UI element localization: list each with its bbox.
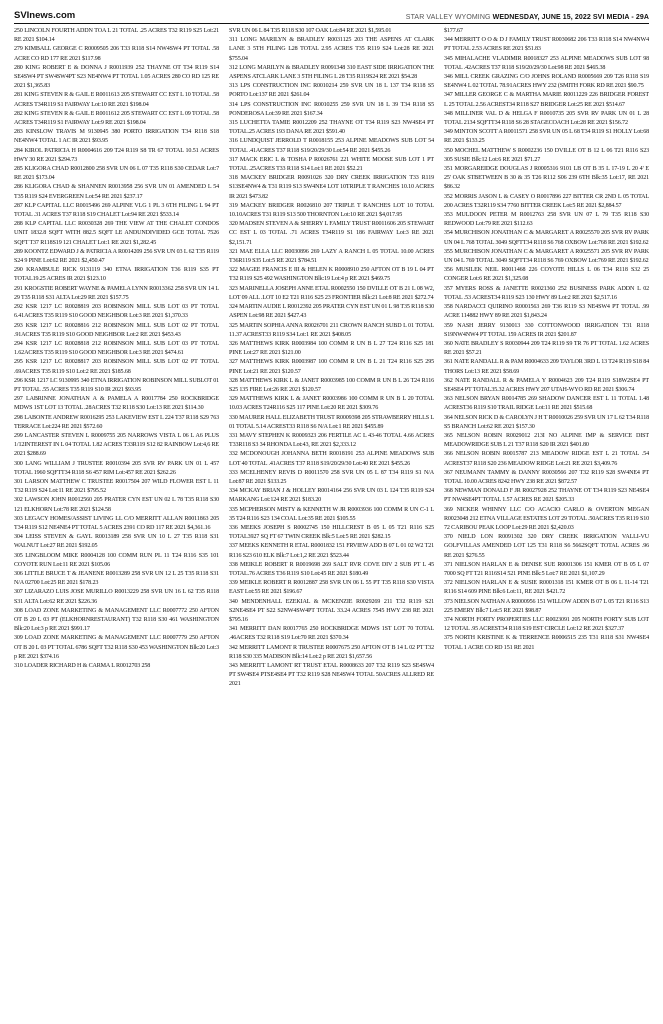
tax-listing-entry: 306 LITTLE BRUCE T & JEANENE R0013289 258 SVR UN 12 L 25 T35 R118 S31 N/A 02700 Lot:25 RE 2021 $178.23 (14, 570, 219, 587)
tax-listing-entry: 312 LONG MARILYN & BRADLEY R0091348 310 EAST SIDE IRRIGATION THE ASPENS ATCLARK LANE 3 5TH FILING L 28 T35 R119S24 RE 2021 $54.28 (229, 64, 434, 81)
tax-listing-entry: 368 NEWMAN DONALD F JR R0027928 252 THAYNE OT T34 R119 S23 NE4SE4 PT NW4SE4PT TOTAL 1.57 ACRES RE 2021 $205.33 (444, 488, 649, 504)
tax-listing-entry: 286 KLIGORA CHAD & SHANNEN R0013958 256 SVR UN 01 AMENDED L 54 T35 R119 S24 EVERGREEN Lot:54 RE 2021 $237.17 (14, 184, 219, 200)
tax-listing-entry: 298 LABONTE ANDREW R0016295 253 LAKEVIEW EST L 224 T37 R118 S29 763 TERRACE Lot:224 RE 2021 $572.60 (14, 414, 219, 430)
tax-listing-entry: 353 MULDOON PETER M R0012763 258 SVR UN 07 L 79 T35 R118 S30 REDWOOD Lot:79 RE 2021 $112.63 (444, 212, 649, 228)
tax-listing-entry: 307 LIZARAZO LUIS JOSE MURILLO R0013229 258 SVR UN 16 L 62 T35 R118 S31 ALTA Lot:62 RE 2021 $226.36 (14, 589, 219, 605)
tax-listing-entry: 351 MORGAREIDGE DOUGLAS J R0005316 9101 LB OT B 35 L 17-19 L 20 4' E 25' OAK STBETWEEN B 30 & 35 T26 R112 S06 239 6TH Blk:35 Lot:17, RE 2021 $86.32 (444, 166, 649, 191)
tax-listing-entry: 325 MARTIN SOPHIA ANNA R0026701 211 CROWN RANCH SUBD L 01 TOTAL 11.37 ACREST33 R119 S34 Lot:1 RE 2021 $408.05 (229, 322, 434, 338)
tax-listing-entry: 301 LARSON MATTHEW C TRUSTEE R0017504 207 WILD FLOWER EST L 11 T32 R119 S24 Lot:11 RE 2021 $795.52 (14, 478, 219, 495)
tax-listing-entry: 338 MEIKLE ROBERT R R0019698 269 SALT RVR COVE DIV 2 SUB PT L 45 TOTAL.76 ACRES T36 R119 S10 Lot:45 RE 2021 $180.49 (229, 561, 434, 577)
tax-listing-entry: 358 NARDACCI QUIRINO R0001563 269 T36 R119 S3 NE4SW4 PT TOTAL .99 ACRE 114882 HWY 89 RE 2021 $1,843.24 (444, 304, 649, 320)
tax-listing-entry: 336 MEEKS JOSEPH S R0002745 150 HILLCREST B 05 L 05 T21 R116 S25 TOTAL3927 SQ FT 67 TWIN CREEK Blk:5 Lot:5 RE 2021 $282.15 (229, 524, 434, 541)
column-2 (229, 27, 434, 1018)
tax-listing-entry: 367 NEUMANN TAMMY & DANNY R0030566 207 T32 R119 S28 SW4NE4 PT TOTAL 10.00 ACRES 8242 HWY 238 RE 2021 $872.57 (444, 469, 649, 485)
tax-listing-entry: 357 MYERS ROSS & JANETTE R0021360 252 BUSINESS PARK ADDN L 02 TOTAL .53 ACREST34 R119 S23 130 HWY 89 Lot:2 RE 2021 $2,517.16 (444, 285, 649, 301)
tax-listing-entry: 356 MUSILEK NEIL R0011468 226 COYOTE HILLS L 06 T34 R118 S32 25 CONGER Lot:6 RE 2021 $1,325.08 (444, 267, 649, 283)
tax-listing-entry: 328 MATTHEWS KIRK L & JANET R0003985 100 COMM R UN B L 26 T24 R116 S25 135 FIRE Lot:26 RE 2021 $120.57 (229, 377, 434, 393)
tax-listing-entry: 280 KING ROBERT E & DONNA J R0011939 252 THAYNE OT T34 R119 S14 SE4SW4 PT SW4SW4PT S23 NE4NW4 PT TOTAL 1.05 ACRES 280 CO RD 125 RE 2021 $1,365.83 (14, 64, 219, 90)
tax-listing-entry: 365 NELSON ROBIN R0029012 213I NO ALPINE IMP & SERVICE DIST MEADOWRIDGE SUB L 21 T37 R118 S20 IR 2021 $401.80 (444, 432, 649, 449)
tax-listing-entry: 332 MCDONOUGH JOHANNA BETH R0018191 253 ALPINE MEADOWS SUB LOT 40 TOTAL .41ACRES T37 R118 S19/20/29/30 Lot:40 RE 2021 $455.26 (229, 451, 434, 467)
tax-listing-entry: 250 LINCOLN FOURTH ADDN TOA L 21 TOTAL .25 ACRES T32 R119 S25 Lot:21 RE 2021 $104.14 (14, 28, 219, 44)
tax-listing-entry: 333 MCELHENEY REVIS D R0011570 258 SVR UN 05 L 87 T34 R119 S1 N/A Lot:87 RE 2021 $133.25 (229, 469, 434, 485)
tax-listing-entry: 327 MATTHEWS KIRK R0003987 100 COMM R UN B L 21 T24 R116 S25 295 PINE Lot:21 RE 2021 $120.57 (229, 359, 434, 375)
tax-listing-entry: 304 LEISS STEVEN & GAYL R0013189 258 SVR UN 10 L 27 T35 R118 S31 WALNUT Lot:27 RE 2021 $192.05 (14, 534, 219, 550)
tax-listing-entry: 364 NELSON RICK D & CAROLYN J H T R0010026 259 SVR UN 17 L 62 T34 R118 S5 BRANCH Lot:62 RE 2021 $157.30 (444, 414, 649, 430)
tax-listing-entry: 335 MCPHERSON MISTY & KENNETH W JR R0003936 100 COMM R UN C-1 L 35 T24 R116 S23 134 COAL Lot:35 RE 2021 $105.55 (229, 506, 434, 522)
tax-listing-entry: 321 MAE ELLA LLC R0030896 269 LAZY A RANCH L 05 TOTAL 10.00 ACRES T36R119 S35 Lot:5 RE 2021 $784.51 (229, 248, 434, 265)
tax-listing-entry: 314 LPS CONSTRUCTION INC R0010255 259 SVR UN 18 L 39 T34 R118 S5 PONDEROSA Lot:39 RE 2021 $167.34 (229, 101, 434, 117)
tax-listing-entry: 359 NASH JERRY 9130013 330 COTTONWOOD IRRIGATION T31 R118 S19NW4NW4 PT TOTAL 159 ACRES IR 2021 $201.87 (444, 322, 649, 338)
tax-listing-entry: 362 NATE RANDALL R & PAMELA Y R0004623 209 T24 R119 S18W2SE4 PT SE4SE4 PT TOTAL35.32 ACRES HWY 207 UTAH-WYO RD RE 2021 $306.74 (444, 377, 649, 393)
tax-listing-entry: 355 MURCHISON JONATHAN C & MARGARET A R0025571 205 SVR RV PARK UN 04 L 769 TOTAL 3049 SQFTT34 R118 S6 769 OXBOW Lot:769 RE 2021 $192.62 (444, 248, 649, 265)
tax-listing-entry: 371 NIELSON HARLAN E & DENISE SUE R0001306 151 KMER OT B 05 L 07 7000 SQ FT T21 R116S14 521 PINE Blk:5 Lot:7 RE 2021 $1,107.29 (444, 561, 649, 577)
tax-listing-entry: 363 NELSON BRYAN R0014785 269 SHADOW DANCER EST L 11 TOTAL 1.48 ACREST36 R119 S10 TRAIL RIDGE Lot:11 RE 2021 $515.68 (444, 396, 649, 412)
tax-listing-entry: 352 MORRIS JASON L & CASEY O R0017896 227 BITTER CR 2ND L 05 TOTAL 200 ACRES T32R119 S34 7760 BITTER CREEK Lot:5 RE 2021 $2,884.57 (444, 193, 649, 209)
tax-listing-entry: 326 MATTHEWS KIRK R0003984 100 COMM R UN B L 27 T24 R116 S25 181 PINE Lot:27 RE 2021 $121.00 (229, 340, 434, 357)
tax-listing-entry: 343 MERRITT LAMONT RT TRUST ETAL R0008633 207 T32 R119 S23 SE4SW4 PT SW4SE4 PTSE4SE4 PT T32 R119 S28 NE4SW4 TOTAL 50ACRES ALLRED RE 2021 (229, 663, 434, 688)
tax-listing-entry: 331 MAVY STEPHEN K R0009323 206 FERTILE AC L 43-46 TOTAL 4.66 ACRES T33R118 S3 34 RHONDA Lot:43, RE 2021 $2,333.12 (229, 432, 434, 449)
tax-listing-entry: 287 KLP CAPITAL LLC R0015496 269 ALPINE VLG 1 PL 3 6TH FILING L 94 PT TOTAL .31 ACRES T37 R118 S19 CHALET Lot:94 RE 2021 $533.14 (14, 202, 219, 219)
tax-listing-entry: 330 MAURER HALL ELIZABETH TRUST R0009398 205 STRAWBERRY HILLS L 01 TOTAL 5.14 ACREST33 R118 S6 N/A Lot:1 RE 2021 $455.89 (229, 414, 434, 430)
tax-listing-entry: 347 MILLER GEORGE C & MARTHA MARIE R0011229 226 BRIDGER FOREST L 25 TOTAL 2.56 ACREST34 R118 S27 BRIDGER Lot:25 RE 2021 $514.67 (444, 92, 649, 108)
legal-notice-columns (14, 27, 649, 1018)
tax-listing-entry: 360 NATE BRADLEY S R0030944 209 T24 R119 S9 TR 76 PT TOTAL 1.62 ACRES RE 2021 $57.21 (444, 340, 649, 357)
tax-listing-entry: 315 LUCHETTA TAMIE R0012209 252 THAYNE OT T34 R119 S23 NW4SE4 PT TOTAL.25 ACRES 193 DANA RE 2021 $591.40 (229, 120, 434, 136)
tax-listing-entry: 349 MINTON SCOTT A R0011571 258 SVR UN 05 L 68 T34 R119 S1 HOLLY Lot:68 RE 2021 $133.25 (444, 129, 649, 145)
tax-listing-entry: 366 NELSON ROBIN R0015787 213 MEADOW RIDGE EST L 21 TOTAL .54 ACREST37 R118 S20 236 MEADOW RIDGE Lot:21 RE 2021 $3,409.76 (444, 451, 649, 467)
tax-listing-entry: 318 MACKEY BRIDGER R0091026 320 DRY CREEK IRRIGATION T33 R119 S13SE4NW4 & T31 R119 S13 SW4NE4 LOT 10TRIPLE T RANCHES 10.10 ACRES IR 2021 $473.82 (229, 175, 434, 200)
tax-listing-entry: 346 MILL CREEK GRAZING C/O JOHNS ROLAND R0005669 209 T26 R118 S19 SE4NW4 L 02 TOTAL 78.91ACRES HWY 232 (SMITH FORK RD RE 2021 $90.75 (444, 74, 649, 90)
tax-listing-entry: 281 KING STEVEN R & GAIL E R0011613 205 STEWART CC EST L 10 TOTAL .58 ACRES T34R119 S1 FAIRWAY Lot:10 RE 2021 $198.04 (14, 92, 219, 108)
tax-listing-entry: 308 LOAD ZONE MARKETING & MANAGEMENT LLC R0007772 250 AFTON OT B 20 L 03 PT (ELKHORNRESTAURANT) T32 R118 S30 461 WASHINGTON Blk:20 Lot:3 p RE 2021 $991.17 (14, 607, 219, 633)
site-name[interactable]: SVInews.com (14, 10, 76, 21)
tax-listing-entry: 279 KIMBALL GEORGE C R0009505 206 T33 R118 S14 NW4SW4 PT TOTAL .58 ACRE CO RD 177 RE 2021 $117.98 (14, 46, 219, 62)
tax-listing-entry: 361 NATE RANDALL R & PAM R0004633 209 TAYLOR 3RD L 13 T24 R119 S18 84 THORS Lot:13 RE 2021 $58.69 (444, 359, 649, 375)
tax-listing-entry: 303 LEGACY HOMES/ASSIST LIVING LL C/O MERRITT ALLAN R0011863 205 T34 R119 S12 NE4NE4 PT TOTAL 5 ACRES 2391 CO RD 117 RE 2021 $4,361.16 (14, 515, 219, 531)
tax-listing-entry: 350 MOCHEL MATTHEW S R0002236 150 DVILLE OT B 12 L 06 T21 R116 S23 305 SUSIE Blk:12 Lot:6 RE 2021 $71.27 (444, 147, 649, 163)
tax-listing-entry: 341 MERRITT DAN R0017765 250 ROCKBRIDGE MDWS 1ST LOT 70 TOTAL .46ACRES T32 R118 S19 Lot:70 RE 2021 $370.34 (229, 626, 434, 642)
tax-listing-entry: 329 MATTHEWS KIRK L & JANET R0003986 100 COMM R UN B L 20 TOTAL 10.03 ACRES T24R116 S25 117 PINE Lot:20 RE 2021 $309.76 (229, 396, 434, 412)
tax-listing-entry: 302 LAWSON JOHN R0012560 205 PRATER CYN EST UN 02 L 78 T35 R118 S30 121 ELKHORN Lot:78 RE 2021 $124.58 (14, 497, 219, 513)
paper-name: STAR VALLEY WYOMING (405, 14, 491, 21)
tax-listing-entry: 309 LOAD ZONE MARKETING & MANAGEMENT LLC R0007779 250 AFTON OT B 20 L 03 PT TOTAL 6786 SQFT T32 R118 S30 453 WASHINGTON Blk:20 Lot:3 p RE 2021 $374.16 (14, 635, 219, 660)
tax-listing-entry: 345 MIHALACHE VLADIMIR R0018327 253 ALPINE MEADOWS SUB LOT 98 TOTAL .42ACRES T37 R118 S19/20/29/30 Lot:98 RE 2021 $465.38 (444, 55, 649, 71)
tax-listing-entry: 320 MADSEN STEVEN A & SHERRY L FAMILY TRUST R0011606 205 STEWART CC EST L 03 TOTAL .71 ACRES T34R119 S1 186 FAIRWAY Lot:3 RE 2021 $2,151.71 (229, 221, 434, 246)
tax-listing-entry: 297 LABRINNE JONATHAN A & PAMELA A R0017784 250 ROCKBRIDGE MDWS 1ST LOT 13 TOTAL .28ACRES T32 R118 S30 Lot:13 RE 2021 $114.30 (14, 396, 219, 412)
tax-listing-entry: 282 KING STEVEN R & GAIL E R0011612 205 STEWART CC EST L 09 TOTAL .58 ACRES T34R119 S1 FAIRWAY Lot:9 RE 2021 $198.04 (14, 110, 219, 127)
tax-listing-entry: 375 NORTH KRISTINE K & TERRENCE R0006515 235 T31 R118 S31 NW4SE4 TOTAL 1 ACRE CO RD 151 RE 2021 (444, 635, 649, 651)
tax-listing-entry: 291 KROGSTIE ROBERT WAYNE & PAMELA LYNN R0013362 258 SVR UN 14 L 29 T35 R118 S31 ALTA Lot:29 RE 2021 $157.75 (14, 285, 219, 301)
tax-listing-entry: 370 NIELD LON R0091302 320 DRY CREEK IRRIGATION VALLI-VU GOLFVILLAS AMENDED LOT 125 T31 R118 S6 5662SQFT TOTAL ACRES .96 RE 2021 $276.55 (444, 534, 649, 559)
tax-listing-entry: 292 KSR 1217 LC R0028819 203 ROBINSON MILL SUB LOT 03 PT TOTAL 6.41ACRES T35 R119 S10 GOOD NEIGHBOR Lot:3 RE 2021 $1,370.33 (14, 304, 219, 320)
tax-listing-entry: 337 MEEKS KENNETH R ETAL R0001832 151 FRVIEW ADD B 07 L 01 02 W2 T21 R116 S23 610 ELK Blk:7 Lot:1,2 RE 2021 $523.44 (229, 543, 434, 559)
tax-listing-entry: 322 MAGEE FRANCIS E III & HELEN K R0008910 250 AFTON OT B 19 L 04 PT T32 R119 S25 492 WASHINGTON Blk:19 Lot:4 p RE 2021 $469.75 (229, 267, 434, 283)
tax-listing-entry: 299 LANCASTER STEVEN L R0009755 205 NARROWS VISTA L 06 L A6 PLUS 1/12INTEREST IN L 04 TOTAL 1.82 ACRES T33R119 S12 82 RAINBOW Lot:4,6 RE 2021 $288.69 (14, 432, 219, 458)
tax-listing-entry: 348 MILLINER VAL D & HELGA F R0010735 205 SVR RV PARK UN 01 L 28 TOTAL 2134 SQFTT34 R118 S6 28 STAGECOACH Lot:28 RE 2021 $156.72 (444, 110, 649, 127)
masthead (406, 14, 649, 21)
tax-listing-entry: 284 KIROL PATRICIA H R0004616 209 T24 R119 S8 TR 67 TOTAL 10.51 ACRES HWY 30 RE 2021 $294.73 (14, 147, 219, 163)
tax-listing-entry: 373 NIELSON NATHAN A R0000956 151 WILLOW ADDN B 07 L 05 T21 R116 S13 225 EMERY Blk:7 Lot:5 RE 2021 $98.87 (444, 598, 649, 614)
tax-listing-entry: 294 KSR 1217 LC R0028818 212 ROBINSON MILL SUB LOT 03 PT TOTAL 1.62ACRES T35 R119 S10 GOOD NEIGHBOR Lot:3 RE 2021 $474.61 (14, 340, 219, 357)
tax-listing-entry: 344 MERRITT O O & D J FAMILY TRUST R0030682 206 T33 R118 S14 NW4NW4 PT TOTAL 2.53 ACRES RE 2021 $51.83 (444, 37, 649, 53)
tax-listing-entry: 311 LONG MARILYN & BRADLEY R0031125 203 THE ASPENS AT CLARK LANE 3 5TH FILING L28 TOTAL 2.95 ACRES T35 R119 S24 Lot:28 RE 2021 $755.04 (229, 37, 434, 62)
tax-listing-entry: 319 MACKEY BRIDGER R0026810 207 TRIPLE T RANCHES LOT 10 TOTAL 10.10ACRES T31 R119 S13 500 THORNTON Lot:10 RE 2021 $4,017.95 (229, 202, 434, 219)
tax-listing-entry: 323 MARINELLA JOSEPH ANNE ETAL R0002550 150 DVILLE OT B 21 L 08 W2, LOT 09 ALL .LOT 10 E2 T21 R116 S25 23 FRONTIER Blk:21 Lot:8 RE 2021 $272.74 (229, 285, 434, 301)
tax-listing-entry: 300 LANG WILLIAM J TRUSTEE R0010394 205 SVR RV PARK UN 01 L 457 TOTAL 1960 SQFTT34 R118 S6 457 RIM Lot:457 RE 2021 $262.26 (14, 460, 219, 476)
tax-listing-entry: 324 MARTIN AUDIE L R0012392 205 PRATER CYN EST UN 01 L 98 T35 R118 S30 ASPEN Lot:98 RE 2021 $427.43 (229, 304, 434, 320)
tax-listing-entry: 313 LPS CONSTRUCTION INC R0010214 259 SVR UN 18 L 137 T34 R118 S5 PORTO Lot:137 RE 2021 $261.04 (229, 83, 434, 99)
tax-listing-entry: $177.67 (444, 28, 463, 34)
tax-listing-entry: 293 KSR 1217 LC R0028816 212 ROBINSON MILL SUB LOT 02 PT TOTAL .91ACRES T35 R119 S10 GOOD NEIGHBOR Lot:2 RE 2021 $453.43 (14, 322, 219, 338)
tax-listing-entry: 285 KLIGORA CHAD R0012800 258 SVR UN 06 L 07 T35 R118 S30 CEDAR Lot:7 RE 2021 $173.04 (14, 166, 219, 182)
tax-listing-entry: 339 MEIKLE ROBERT R R0012887 258 SVR UN 06 L 55 PT T35 R118 S30 VISTA EAST Lot:55 RE 2021 $196.67 (229, 580, 434, 596)
column-3 (444, 27, 649, 1018)
tax-listing-entry: 369 NICKER WHINNY LLC C/O ACACIO CARLO & OVERTON MEGAN R0023048 212 ETNA VILLAGE ESTATES LOT 29 TOTAL .50ACRES T35 R119 S10 72 CARIBOU PEAK LOOP Lot:29 RE 2021 $2,420.03 (444, 506, 649, 531)
tax-listing-entry: 295 KSR 1217 LC R0028817 203 ROBINSON MILL SUB LOT 02 PT TOTAL .69ACRES T35 R119 S10 Lot:2 RE 2021 $185.68 (14, 359, 219, 375)
page-number: SVI MEDIA - 29A (592, 14, 649, 21)
tax-listing-entry: 289 KOONTZ EDWARD J & PATRICIA A R0014209 256 SVR UN 03 L 62 T35 R119 S24 9 PINE Lot:62 RE 2021 $2,450.47 (14, 248, 219, 265)
tax-listing-entry: 305 LINGBLOOM MIKE R0004128 100 COMM RUN PL 11 T24 R116 S35 101 COYOTE RUN Lot:11 RE 2021 $105.06 (14, 552, 219, 568)
issue-date: WEDNESDAY, JUNE 15, 2022 (492, 14, 591, 21)
tax-listing-entry: 288 KLP CAPITAL LLC R0030328 269 THE VIEW AT THE CHALET CONDOS UNIT 1832.8 SQFT WITH 882.5 SQFT LE ANDUNDIVIDED GCE TOTAL 7526 SQFT T37 R118S19 121 CHALET Lot:1 RE 2021 $1,282.45 (14, 221, 219, 246)
tax-listing-entry: 283 KINSLOW TRAVIS M 9130945 380 PORTO IRRIGATION T34 R118 S18 NE4NW4 TOTAL 1 AC IR 2021 $93.95 (14, 129, 219, 145)
tax-listing-entry: 340 MENDENHALL EZEKIAL & MCKENZIE R0029269 211 T32 R119 S21 S2NE4SE4 PT S22 S2NW4SW4PT TOTAL 33.24 ACRES 7545 HWY 238 RE 2021 $795.16 (229, 598, 434, 623)
column-1 (14, 27, 219, 1018)
tax-listing-entry: 374 NORTH FORTY PROPERTIES LLC R0023091 205 NORTH FORTY SUB LOT 12 TOTAL .95 ACREST34 R118 S19 EST CIRCLE Lot:12 RE 2021 $327.37 (444, 617, 649, 633)
tax-listing-entry: 316 LUNDQUIST JERROLD T R0018155 253 ALPINE MEADOWS SUB LOT 54 TOTAL .41ACRES T37 R118 S19/20/29/30 Lot:54 RE 2021 $455.26 (229, 138, 434, 154)
tax-listing-entry: 372 NIELSON HARLAN E & SUSIE R0001318 151 KMER OT B 06 L 11-14 T21 R116 S14 609 PINE Blk:6 Lot:11, RE 2021 $421.72 (444, 580, 649, 596)
tax-listing-entry: 342 MERRITT LAMONT R TRUSTEE R0007675 250 AFTON OT B 14 L 02 PT T32 R118 S30 335 MADISON Blk:14 Lot:2 p RE 2021 $1,657.56 (229, 644, 434, 660)
page-header (14, 5, 649, 24)
tax-listing-entry: 290 KRAMBULE RICK 9131119 340 ETNA IRRIGATION T36 R119 S35 PT TOTAL19.25 ACRES IR 2021 $123.10 (14, 267, 219, 283)
tax-listing-entry: 310 LOADER RICHARD H & CARMA L R0012703 258 (14, 663, 151, 670)
tax-listing-entry: 334 MCKAY BRIAN J & HOLLEY R0014164 256 SVR UN 03 L 124 T35 R119 S24 MARKANG Lot:124 RE 2021 $183.20 (229, 488, 434, 504)
tax-listing-entry: 354 MURCHISON JONATHAN C & MARGARET A R0025570 205 SVR RV PARK UN 04 L 768 TOTAL 3049 SQFTT34 R118 S6 768 OXBOW Lot:768 RE 2021 $192.62 (444, 230, 649, 246)
tax-listing-entry: SVR UN 06 L 84 T35 R118 S30 107 OAK Lot:84 RE 2021 $1,595.01 (229, 28, 392, 34)
tax-listing-entry: 317 MACK ERIC L & TOSHA P R0026761 221 WHITE MOOSE SUB LOT 1 PT TOTAL .25ACRES T33 R118 S14 Lot:1 RE 2021 $52.21 (229, 156, 434, 173)
tax-listing-entry: 296 KSR 1217 LC 9130995 340 ETNA IRRIGATION ROBINSON MILL SUBLOT 01 PT TOTAL .55 ACRES T35 R119 S10 IR 2021 $93.95 (14, 377, 219, 393)
